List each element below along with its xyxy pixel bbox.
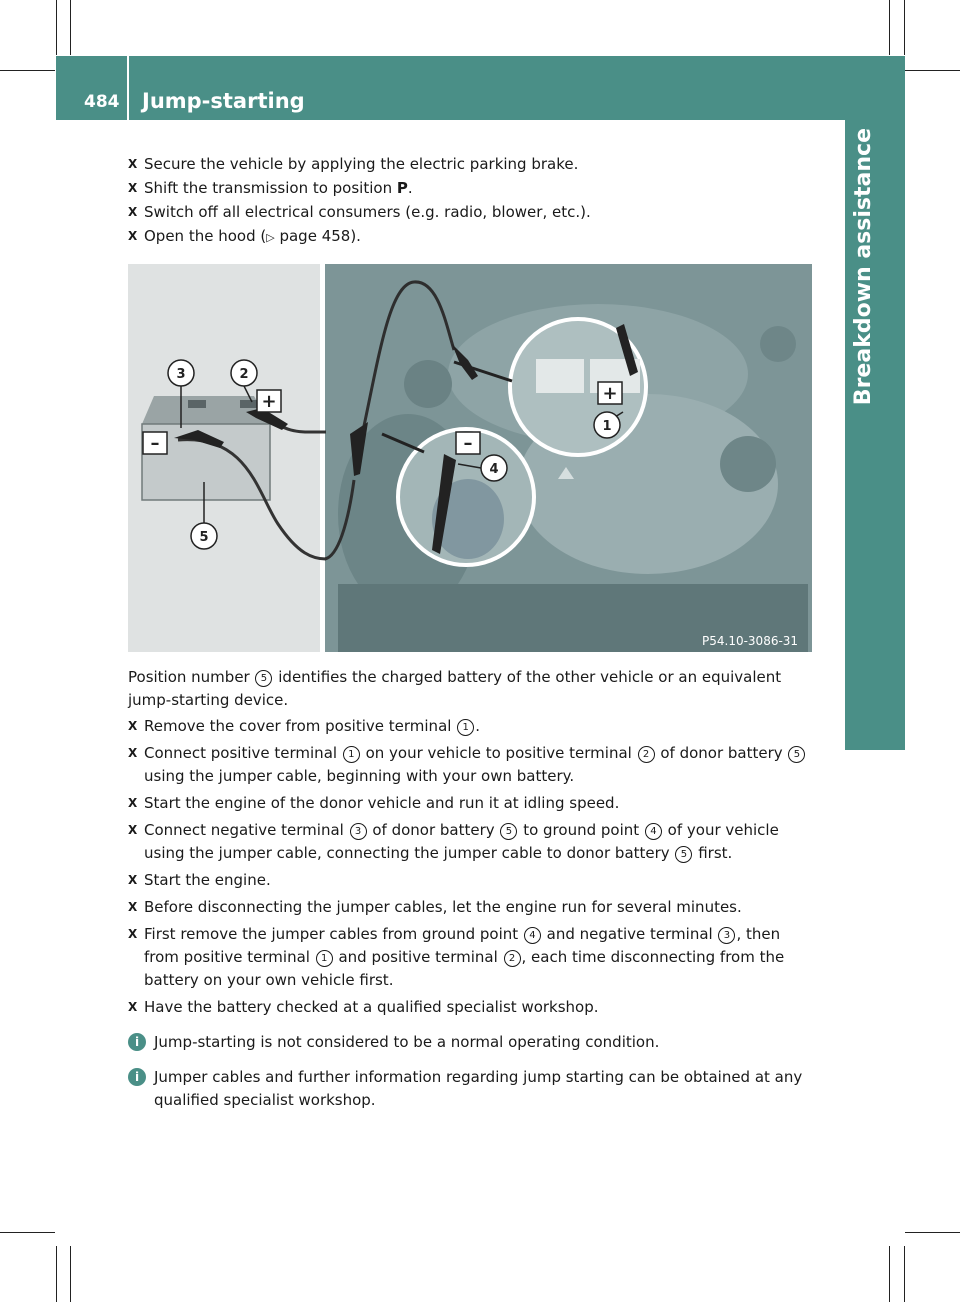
step-item xyxy=(128,225,818,249)
callout-ref: 5 xyxy=(788,746,805,763)
callout-4: 4 xyxy=(489,462,499,477)
callout-ref: 2 xyxy=(638,746,655,763)
step-item xyxy=(128,177,818,200)
crop-mark xyxy=(889,1246,890,1302)
callout-ref: 1 xyxy=(343,746,360,763)
step-item xyxy=(128,896,818,919)
crop-mark xyxy=(905,1232,960,1233)
step-arrow-icon: X xyxy=(128,927,138,941)
step-arrow-icon: X xyxy=(128,205,138,219)
step-text: and negative terminal xyxy=(541,925,718,943)
step-text: of donor battery xyxy=(367,821,500,839)
position-note xyxy=(128,666,818,712)
page-ref-link[interactable]: page 458). xyxy=(274,227,361,245)
callout-ref: 3 xyxy=(718,927,735,944)
step-item xyxy=(128,923,818,992)
step-text: First remove the jumper cables from ground point xyxy=(144,925,523,943)
info-text: Jumper cables and further information regarding jump starting can be obtained at any qualified specialist workshop. xyxy=(154,1068,803,1109)
position-note-text xyxy=(128,666,818,712)
callout-ref: 5 xyxy=(675,846,692,863)
step-text: Start the engine. xyxy=(144,871,271,889)
crop-mark xyxy=(70,0,71,55)
panel-divider xyxy=(320,264,325,652)
crop-mark xyxy=(56,1246,57,1302)
crop-mark xyxy=(70,1246,71,1302)
page-number: 484 xyxy=(84,92,120,112)
step-item xyxy=(128,819,818,865)
step-item xyxy=(128,742,818,788)
crop-mark xyxy=(56,0,57,55)
page-ref-arrow-icon: ▷ xyxy=(266,231,275,244)
step-item xyxy=(128,153,818,176)
donor-plus-label: + xyxy=(261,391,277,412)
figure-code: P54.10-3086-31 xyxy=(702,634,799,648)
step-text: Secure the vehicle by applying the electric parking brake. xyxy=(144,155,579,173)
donor-minus-label: – xyxy=(150,433,160,454)
step-item xyxy=(128,792,818,815)
step-arrow-icon: X xyxy=(128,157,138,171)
note-text: identifies the charged battery of the other vehicle or an equivalent jump-starting device. xyxy=(128,668,782,709)
vehicle-minus-label: – xyxy=(463,433,473,454)
step-text: on your vehicle to positive terminal xyxy=(360,744,637,762)
step-arrow-icon: X xyxy=(128,719,138,733)
crop-mark xyxy=(889,0,890,55)
section-title: Jump-starting xyxy=(142,89,305,113)
step-item xyxy=(128,201,818,224)
callout-ref: 4 xyxy=(524,927,541,944)
main-steps xyxy=(128,715,818,1112)
step-text: . xyxy=(407,179,413,197)
step-arrow-icon: X xyxy=(128,746,138,760)
info-icon: i xyxy=(128,1068,146,1086)
step-text: Connect positive terminal xyxy=(144,744,342,762)
step-arrow-icon: X xyxy=(128,229,138,243)
callout-ref: 1 xyxy=(316,950,333,967)
step-text: Switch off all electrical consumers (e.g. radio, blower, etc.). xyxy=(144,203,591,221)
info-icon: i xyxy=(128,1033,146,1051)
vehicle-plus-label: + xyxy=(602,383,618,404)
info-text: Jump-starting is not considered to be a normal operating condition. xyxy=(154,1033,660,1051)
intro-steps xyxy=(128,153,818,249)
callout-2: 2 xyxy=(239,367,249,382)
callout-ref: 5 xyxy=(500,823,517,840)
step-arrow-icon: X xyxy=(128,796,138,810)
step-item xyxy=(128,715,818,738)
step-text: Before disconnecting the jumper cables, let the engine run for several minutes. xyxy=(144,898,742,916)
step-text: Shift the transmission to position xyxy=(144,179,397,197)
step-text: of donor battery xyxy=(655,744,788,762)
step-text: Have the battery checked at a qualified specialist workshop. xyxy=(144,998,599,1016)
callout-3: 3 xyxy=(176,367,186,382)
callout-ref: 1 xyxy=(457,719,474,736)
step-text: Connect negative terminal xyxy=(144,821,349,839)
step-text: of your vehicle using the jumper cable, connecting the jumper cable to donor battery xyxy=(144,821,779,862)
step-text: using the jumper cable, beginning with your own battery. xyxy=(144,767,575,785)
header-separator xyxy=(127,56,129,120)
step-text: , each time disconnecting from the battery on your own vehicle first. xyxy=(144,948,785,989)
step-arrow-icon: X xyxy=(128,823,138,837)
step-text: Remove the cover from positive terminal xyxy=(144,717,457,735)
crop-mark xyxy=(904,0,905,55)
step-item xyxy=(128,869,818,892)
crop-mark xyxy=(0,1232,55,1233)
step-text: Start the engine of the donor vehicle and run it at idling speed. xyxy=(144,794,620,812)
callout-ref: 2 xyxy=(504,950,521,967)
step-arrow-icon: X xyxy=(128,181,138,195)
info-note xyxy=(128,1066,818,1112)
step-text: Open the hood ( xyxy=(144,227,267,245)
step-text: first. xyxy=(693,844,733,862)
chapter-tab-label: Breakdown assistance xyxy=(851,128,876,406)
jump-start-figure xyxy=(128,264,812,652)
callout-5: 5 xyxy=(199,530,209,545)
crop-mark xyxy=(0,70,55,71)
note-text: Position number xyxy=(128,668,255,686)
callout-ref: 5 xyxy=(255,670,272,687)
step-arrow-icon: X xyxy=(128,1000,138,1014)
info-note xyxy=(128,1031,818,1054)
callout-ref: 3 xyxy=(350,823,367,840)
step-text: and positive terminal xyxy=(333,948,503,966)
step-arrow-icon: X xyxy=(128,900,138,914)
step-text: . xyxy=(475,717,480,735)
crop-mark xyxy=(904,1246,905,1302)
step-text: to ground point xyxy=(518,821,644,839)
callout-ref: 4 xyxy=(645,823,662,840)
step-text: , then from positive terminal xyxy=(144,925,781,966)
step-arrow-icon: X xyxy=(128,873,138,887)
callout-1: 1 xyxy=(602,419,612,434)
step-bold: P xyxy=(396,179,408,197)
step-item xyxy=(128,996,818,1019)
crop-mark xyxy=(905,70,960,71)
